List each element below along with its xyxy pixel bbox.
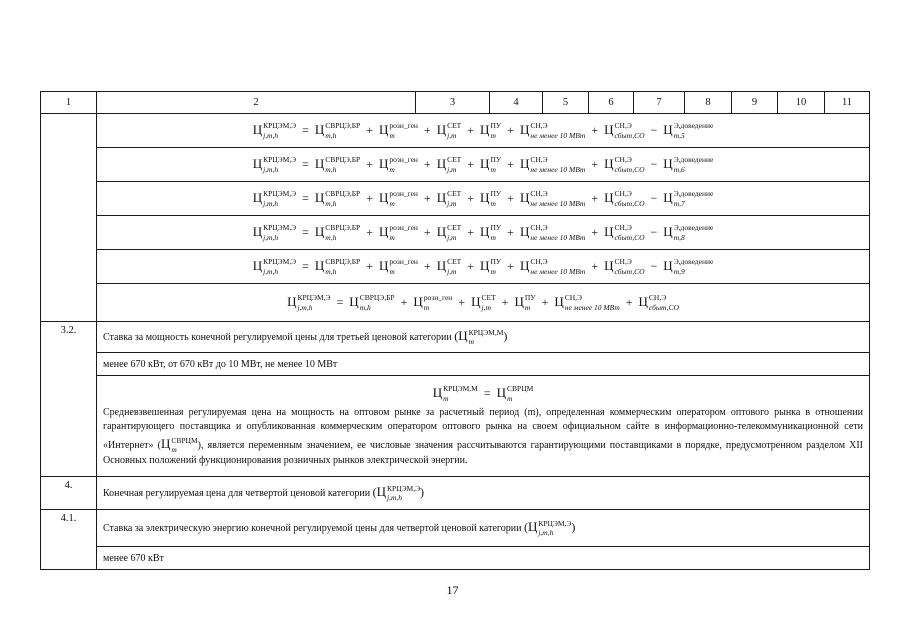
- power-range-row: [41, 547, 870, 570]
- section-title: Ставка за мощность конечной регулируемой цены для третьей ценовой категории (Ц КРЦЭМ,М m ): [97, 322, 870, 353]
- col-header-8: 8: [685, 92, 732, 114]
- section-4-row: [41, 477, 870, 510]
- row-number: 3.2.: [41, 322, 97, 477]
- empty-number-cell: [41, 114, 97, 322]
- row-number: 4.: [41, 477, 97, 510]
- col-header-10: 10: [778, 92, 825, 114]
- page-number: 17: [446, 583, 459, 597]
- section-title: Конечная регулируемая цена для четвертой ценовой категории (Ц КРЦЭМ,Э j,m,h ): [97, 477, 870, 510]
- col-header-11: 11: [825, 92, 870, 114]
- section-4-1-title-row: [41, 510, 870, 547]
- formula: Ц КРЦЭМ,Э j,m,h = Ц СВРЦЭ,БР m,h + Ц розн_ген m + Ц СЕТ j,m + Ц ПУ m + Ц СН,Э не менее 10 МВт + Ц СН,Э сбыт,СО − Ц Э,доведение m,9: [252, 257, 714, 276]
- formula-cell: [97, 284, 870, 322]
- section-title: Ставка за электрическую энергию конечной регулируемой цены для четвертой ценовой категории (Ц КРЦЭМ,Э j,m,h ): [97, 510, 870, 547]
- col-header-3: 3: [416, 92, 490, 114]
- col-header-5: 5: [543, 92, 589, 114]
- formula-row: [41, 148, 870, 182]
- formula: Ц КРЦЭМ,Э j,m,h = Ц СВРЦЭ,БР m,h + Ц розн_ген m + Ц СЕТ j,m + Ц ПУ m + Ц СН,Э не менее 10 МВт + Ц СН,Э сбыт,СО − Ц Э,доведение m,6: [252, 155, 714, 174]
- col-header-7: 7: [634, 92, 685, 114]
- column-number-header-row: [41, 92, 870, 114]
- formula-cell: [97, 148, 870, 182]
- formula-row: [41, 250, 870, 284]
- section-3-2-title-row: [41, 322, 870, 353]
- formula: Ц КРЦЭМ,М m = Ц СВРЦМ m: [432, 384, 534, 403]
- formula-cell: [97, 250, 870, 284]
- col-header-2: 2: [97, 92, 416, 114]
- power-range: менее 670 кВт: [97, 547, 870, 570]
- formula-row: [41, 182, 870, 216]
- row-number: 4.1.: [41, 510, 97, 570]
- formula: Ц КРЦЭМ,Э j,m,h = Ц СВРЦЭ,БР m,h + Ц розн_ген m + Ц СЕТ j,m + Ц ПУ m + Ц СН,Э не менее 10 МВт + Ц СН,Э сбыт,СО: [287, 293, 679, 312]
- col-header-6: 6: [589, 92, 634, 114]
- col-header-1: 1: [41, 92, 97, 114]
- power-range: менее 670 кВт, от 670 кВт до 10 МВт, не менее 10 МВт: [97, 353, 870, 376]
- tariff-table: [40, 91, 870, 570]
- col-header-4: 4: [490, 92, 543, 114]
- formula-row: [41, 216, 870, 250]
- description-row: [41, 376, 870, 477]
- formula-cell: [97, 182, 870, 216]
- formula-cell: [97, 216, 870, 250]
- col-header-9: 9: [732, 92, 778, 114]
- formula: Ц КРЦЭМ,Э j,m,h = Ц СВРЦЭ,БР m,h + Ц розн_ген m + Ц СЕТ j,m + Ц ПУ m + Ц СН,Э не менее 10 МВт + Ц СН,Э сбыт,СО − Ц Э,доведение m,8: [252, 223, 714, 242]
- formula: Ц КРЦЭМ,Э j,m,h = Ц СВРЦЭ,БР m,h + Ц розн_ген m + Ц СЕТ j,m + Ц ПУ m + Ц СН,Э не менее 10 МВт + Ц СН,Э сбыт,СО − Ц Э,доведение m,5: [252, 121, 714, 140]
- description-text-cont: , является переменным значением, ее числовые значения рассчитываются гарантирующими поставщиками в порядке, предусмотренном разделом XII Основных положений функционирования розничных рынков электрической энергии.: [103, 439, 863, 466]
- formula-row-base: [41, 284, 870, 322]
- power-range-row: [41, 353, 870, 376]
- description-cell: Ц КРЦЭМ,М m = Ц СВРЦМ m Средневзвешенная регулируемая цена на мощность на оптовом рынке за расчетный период (m), определенная коммерческим оператором оптового рынка в отношении гарантирующего поставщика и опубликованная коммерческим оператором оптового рынка на своем официальном сайте в информационно-телекоммуникационной сети «Интернет» (Ц СВРЦМ m ), является переменным значением, ее числовые значения рассчитываются гарантирующими поставщиками в порядке, предусмотренном разделом XII Основных положений функционирования розничных рынков электрической энергии.: [97, 376, 870, 477]
- formula-row: [41, 114, 870, 148]
- description-text: Средневзвешенная регулируемая цена на мощность на оптовом рынке за расчетный период (m), определенная коммерческим оператором оптового рынка в отношении гарантирующего поставщика и опубликованная коммерческим оператором оптового рынка на своем официальном сайте в информационно-телекоммуникационной сети «Интернет»: [103, 406, 863, 451]
- formula: Ц КРЦЭМ,Э j,m,h = Ц СВРЦЭ,БР m,h + Ц розн_ген m + Ц СЕТ j,m + Ц ПУ m + Ц СН,Э не менее 10 МВт + Ц СН,Э сбыт,СО − Ц Э,доведение m,7: [252, 189, 714, 208]
- formula-cell: [97, 114, 870, 148]
